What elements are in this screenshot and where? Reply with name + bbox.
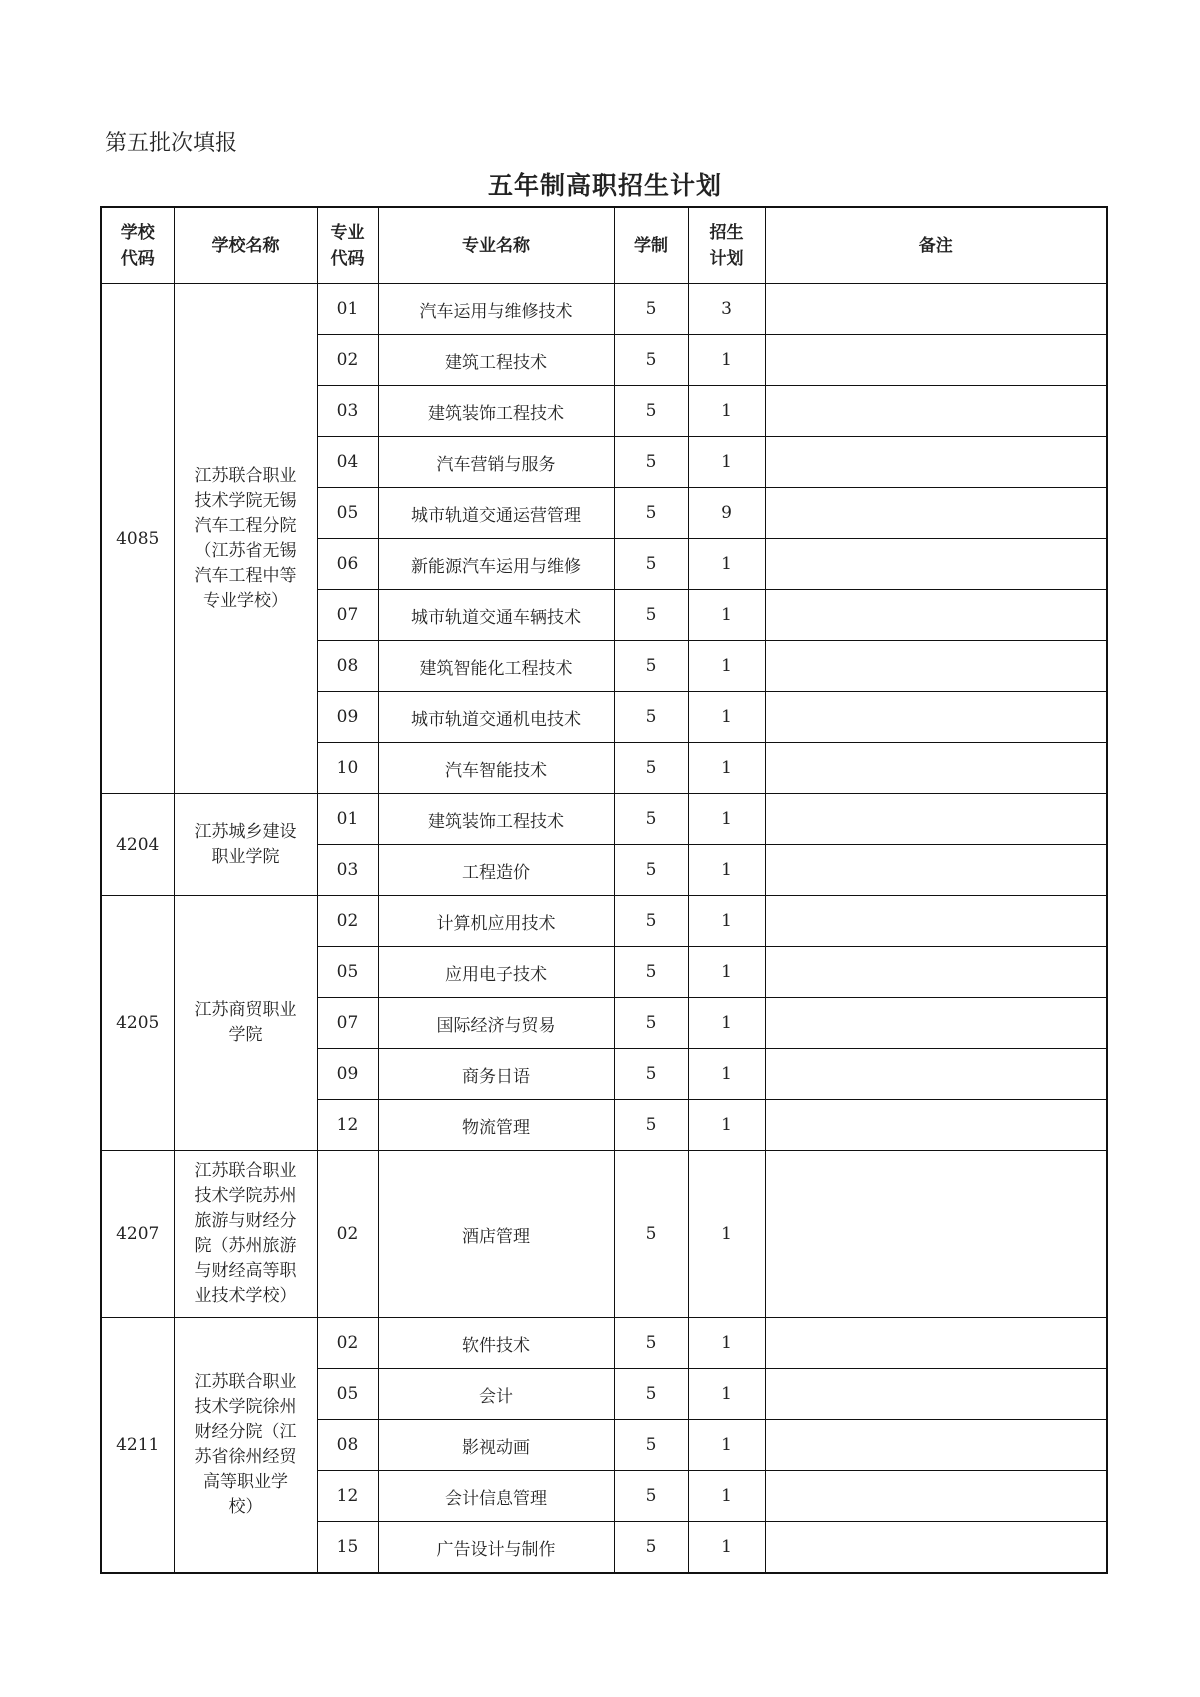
remark-cell	[765, 641, 1107, 692]
duration-cell: 5	[614, 743, 688, 794]
major-code-cell: 02	[317, 896, 378, 947]
remark-cell	[765, 1369, 1107, 1420]
duration-cell: 5	[614, 437, 688, 488]
major-name-cell: 汽车智能技术	[378, 743, 614, 794]
major-code-cell: 02	[317, 335, 378, 386]
remark-cell	[765, 284, 1107, 335]
major-code-cell: 01	[317, 794, 378, 845]
remark-cell	[765, 539, 1107, 590]
remark-cell	[765, 794, 1107, 845]
school-code-cell: 4211	[101, 1318, 174, 1574]
major-name-cell: 软件技术	[378, 1318, 614, 1369]
duration-cell: 5	[614, 386, 688, 437]
major-name-cell: 应用电子技术	[378, 947, 614, 998]
header-quota	[688, 207, 765, 284]
duration-cell: 5	[614, 335, 688, 386]
quota-cell: 1	[688, 998, 765, 1049]
school-code-cell: 4085	[101, 284, 174, 794]
page-title: 五年制高职招生计划	[487, 171, 722, 200]
duration-cell: 5	[614, 641, 688, 692]
major-name-cell: 城市轨道交通车辆技术	[378, 590, 614, 641]
table-row	[101, 794, 1107, 845]
remark-cell	[765, 1522, 1107, 1574]
major-name-cell: 工程造价	[378, 845, 614, 896]
quota-cell: 1	[688, 1151, 765, 1318]
quota-cell: 1	[688, 539, 765, 590]
major-name-cell: 计算机应用技术	[378, 896, 614, 947]
duration-cell: 5	[614, 896, 688, 947]
quota-cell: 1	[688, 794, 765, 845]
duration-cell: 5	[614, 539, 688, 590]
quota-cell: 1	[688, 1420, 765, 1471]
quota-cell: 1	[688, 437, 765, 488]
quota-cell: 1	[688, 641, 765, 692]
major-code-cell: 09	[317, 692, 378, 743]
duration-cell: 5	[614, 284, 688, 335]
remark-cell	[765, 1100, 1107, 1151]
school-code-cell: 4205	[101, 896, 174, 1151]
major-name-cell: 建筑装饰工程技术	[378, 386, 614, 437]
quota-cell: 1	[688, 1049, 765, 1100]
major-name-cell: 建筑装饰工程技术	[378, 794, 614, 845]
major-name-cell: 新能源汽车运用与维修	[378, 539, 614, 590]
major-code-cell: 03	[317, 386, 378, 437]
major-name-cell: 酒店管理	[378, 1151, 614, 1318]
quota-cell: 1	[688, 743, 765, 794]
header-school-name-label: 学校名称	[211, 235, 280, 256]
school-name-cell: 江苏联合职业 技术学院徐州 财经分院（江 苏省徐州经贸 高等职业学 校）	[174, 1318, 317, 1574]
major-code-cell: 10	[317, 743, 378, 794]
header-school-code	[101, 207, 174, 284]
duration-cell: 5	[614, 1471, 688, 1522]
quota-cell: 1	[688, 692, 765, 743]
duration-cell: 5	[614, 1522, 688, 1574]
remark-cell	[765, 743, 1107, 794]
duration-cell: 5	[614, 845, 688, 896]
major-name-cell: 会计	[378, 1369, 614, 1420]
remark-cell	[765, 1471, 1107, 1522]
school-name-cell: 江苏商贸职业 学院	[174, 896, 317, 1151]
quota-cell: 1	[688, 1369, 765, 1420]
duration-cell: 5	[614, 947, 688, 998]
major-name-cell: 城市轨道交通机电技术	[378, 692, 614, 743]
quota-cell: 1	[688, 335, 765, 386]
table-row	[101, 1318, 1107, 1369]
major-name-cell: 国际经济与贸易	[378, 998, 614, 1049]
table-row	[101, 1151, 1107, 1318]
quota-cell: 1	[688, 947, 765, 998]
major-code-cell: 07	[317, 998, 378, 1049]
header-remark-label: 备注	[918, 235, 953, 256]
school-code-cell: 4207	[101, 1151, 174, 1318]
school-code-cell: 4204	[101, 794, 174, 896]
major-code-cell: 08	[317, 1420, 378, 1471]
duration-cell: 5	[614, 1049, 688, 1100]
major-name-cell: 汽车营销与服务	[378, 437, 614, 488]
major-name-cell: 汽车运用与维修技术	[378, 284, 614, 335]
header-duration-label: 学制	[634, 235, 668, 256]
school-name-cell: 江苏联合职业 技术学院苏州 旅游与财经分 院（苏州旅游 与财经高等职 业技术学校）	[174, 1151, 317, 1318]
quota-cell: 1	[688, 896, 765, 947]
table-row	[101, 284, 1107, 335]
school-name-cell: 江苏联合职业 技术学院无锡 汽车工程分院 （江苏省无锡 汽车工程中等 专业学校）	[174, 284, 317, 794]
major-code-cell: 09	[317, 1049, 378, 1100]
duration-cell: 5	[614, 692, 688, 743]
major-code-cell: 06	[317, 539, 378, 590]
major-name-cell: 物流管理	[378, 1100, 614, 1151]
remark-cell	[765, 998, 1107, 1049]
table-row	[101, 896, 1107, 947]
school-name-cell: 江苏城乡建设 职业学院	[174, 794, 317, 896]
quota-cell: 1	[688, 386, 765, 437]
major-code-cell: 12	[317, 1100, 378, 1151]
duration-cell: 5	[614, 1318, 688, 1369]
remark-cell	[765, 947, 1107, 998]
major-name-cell: 广告设计与制作	[378, 1522, 614, 1574]
remark-cell	[765, 335, 1107, 386]
duration-cell: 5	[614, 1420, 688, 1471]
table-header-row	[101, 207, 1107, 284]
major-name-cell: 建筑智能化工程技术	[378, 641, 614, 692]
batch-label: 第五批次填报	[105, 131, 238, 156]
major-code-cell: 07	[317, 590, 378, 641]
major-name-cell: 影视动画	[378, 1420, 614, 1471]
major-code-cell: 12	[317, 1471, 378, 1522]
major-code-cell: 01	[317, 284, 378, 335]
header-major-code-label: 专业 代码	[330, 222, 365, 269]
remark-cell	[765, 1049, 1107, 1100]
duration-cell: 5	[614, 1100, 688, 1151]
remark-cell	[765, 386, 1107, 437]
remark-cell	[765, 896, 1107, 947]
header-school-name	[174, 207, 317, 284]
header-major-name-label: 专业名称	[462, 235, 530, 256]
major-code-cell: 15	[317, 1522, 378, 1574]
major-code-cell: 08	[317, 641, 378, 692]
enrollment-plan-table	[100, 206, 1108, 1574]
quota-cell: 1	[688, 590, 765, 641]
duration-cell: 5	[614, 998, 688, 1049]
header-major-name	[378, 207, 614, 284]
remark-cell	[765, 437, 1107, 488]
duration-cell: 5	[614, 794, 688, 845]
remark-cell	[765, 1151, 1107, 1318]
major-code-cell: 02	[317, 1151, 378, 1318]
header-duration	[614, 207, 688, 284]
quota-cell: 3	[688, 284, 765, 335]
major-name-cell: 建筑工程技术	[378, 335, 614, 386]
duration-cell: 5	[614, 1151, 688, 1318]
header-remark	[765, 207, 1107, 284]
major-code-cell: 03	[317, 845, 378, 896]
remark-cell	[765, 488, 1107, 539]
major-code-cell: 02	[317, 1318, 378, 1369]
quota-cell: 1	[688, 1100, 765, 1151]
duration-cell: 5	[614, 590, 688, 641]
header-major-code	[317, 207, 378, 284]
major-code-cell: 05	[317, 947, 378, 998]
remark-cell	[765, 1318, 1107, 1369]
remark-cell	[765, 1420, 1107, 1471]
quota-cell: 1	[688, 1318, 765, 1369]
header-quota-label: 招生 计划	[709, 222, 744, 269]
major-name-cell: 商务日语	[378, 1049, 614, 1100]
remark-cell	[765, 590, 1107, 641]
duration-cell: 5	[614, 488, 688, 539]
table-body	[101, 284, 1107, 1574]
major-code-cell: 05	[317, 1369, 378, 1420]
major-code-cell: 04	[317, 437, 378, 488]
major-code-cell: 05	[317, 488, 378, 539]
quota-cell: 1	[688, 1522, 765, 1574]
duration-cell: 5	[614, 1369, 688, 1420]
quota-cell: 1	[688, 1471, 765, 1522]
remark-cell	[765, 845, 1107, 896]
remark-cell	[765, 692, 1107, 743]
major-name-cell: 会计信息管理	[378, 1471, 614, 1522]
quota-cell: 1	[688, 845, 765, 896]
major-name-cell: 城市轨道交通运营管理	[378, 488, 614, 539]
header-school-code-label: 学校 代码	[120, 222, 155, 269]
quota-cell: 9	[688, 488, 765, 539]
